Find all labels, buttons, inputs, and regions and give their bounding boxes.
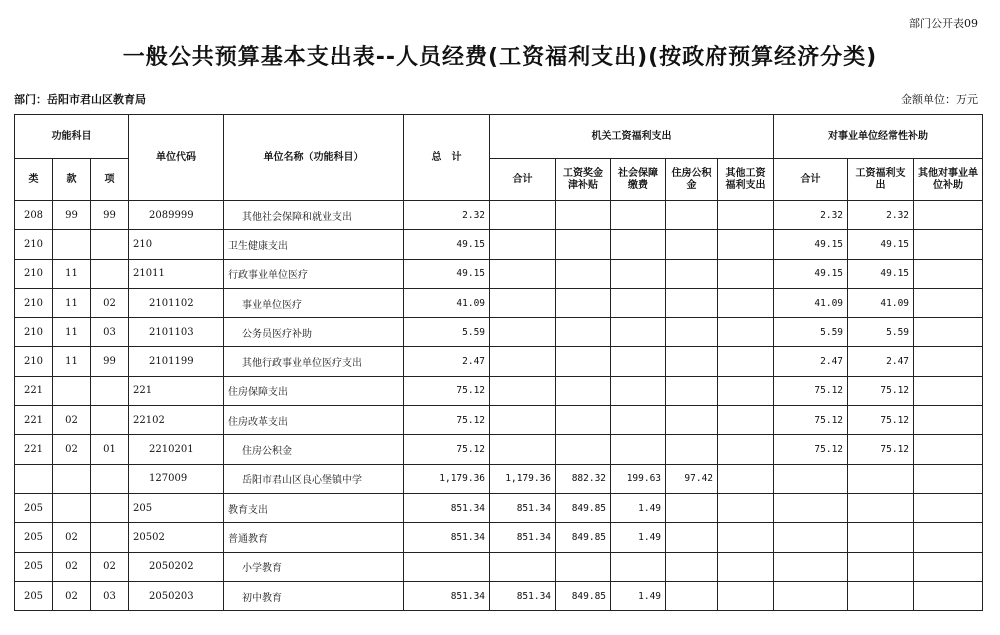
cell-org-housing bbox=[666, 406, 718, 435]
cell-lei: 221 bbox=[15, 376, 53, 405]
cell-org-salary bbox=[556, 435, 611, 464]
cell-lei: 221 bbox=[15, 435, 53, 464]
table-row bbox=[15, 464, 983, 493]
cell-sub-other bbox=[914, 259, 983, 288]
cell-sub-other bbox=[914, 464, 983, 493]
cell-org-housing bbox=[666, 347, 718, 376]
cell-kuan: 02 bbox=[53, 523, 91, 552]
cell-lei: 210 bbox=[15, 347, 53, 376]
table-row bbox=[15, 201, 983, 230]
table-row bbox=[15, 493, 983, 522]
cell-total: 41.09 bbox=[404, 288, 490, 317]
header-org-housing: 住房公积金 bbox=[666, 159, 718, 201]
cell-lei: 210 bbox=[15, 230, 53, 259]
cell-org-other bbox=[718, 406, 774, 435]
cell-org-other bbox=[718, 376, 774, 405]
cell-unit-name: 行政事业单位医疗 bbox=[224, 259, 404, 288]
cell-total: 75.12 bbox=[404, 435, 490, 464]
cell-sub-other bbox=[914, 288, 983, 317]
cell-xiang: 01 bbox=[91, 435, 129, 464]
cell-sub-welfare: 49.15 bbox=[848, 259, 914, 288]
cell-sub-other bbox=[914, 347, 983, 376]
cell-total: 851.34 bbox=[404, 493, 490, 522]
cell-kuan: 11 bbox=[53, 347, 91, 376]
cell-org-other bbox=[718, 581, 774, 610]
cell-org-social bbox=[611, 435, 666, 464]
cell-unit-code: 2050202 bbox=[129, 552, 224, 581]
cell-kuan bbox=[53, 493, 91, 522]
cell-xiang: 03 bbox=[91, 318, 129, 347]
cell-unit-name: 住房保障支出 bbox=[224, 376, 404, 405]
cell-sub-welfare: 5.59 bbox=[848, 318, 914, 347]
cell-kuan: 02 bbox=[53, 406, 91, 435]
cell-org-housing bbox=[666, 259, 718, 288]
cell-sub-sum bbox=[774, 581, 848, 610]
cell-org-social bbox=[611, 552, 666, 581]
header-unit-name: 单位名称（功能科目） bbox=[224, 115, 404, 201]
cell-org-salary bbox=[556, 259, 611, 288]
cell-total: 75.12 bbox=[404, 406, 490, 435]
budget-table bbox=[14, 114, 983, 611]
header-lei: 类 bbox=[15, 159, 53, 201]
cell-sub-welfare bbox=[848, 523, 914, 552]
cell-org-sum bbox=[490, 435, 556, 464]
cell-org-salary bbox=[556, 552, 611, 581]
cell-org-salary bbox=[556, 230, 611, 259]
header-kuan: 款 bbox=[53, 159, 91, 201]
header-org-welfare: 机关工资福利支出 bbox=[490, 115, 774, 159]
cell-org-salary bbox=[556, 347, 611, 376]
cell-org-sum bbox=[490, 552, 556, 581]
cell-unit-code: 221 bbox=[129, 376, 224, 405]
cell-org-social: 1.49 bbox=[611, 523, 666, 552]
cell-lei: 205 bbox=[15, 523, 53, 552]
cell-total bbox=[404, 552, 490, 581]
cell-sub-welfare: 75.12 bbox=[848, 376, 914, 405]
cell-sub-sum bbox=[774, 552, 848, 581]
table-row bbox=[15, 581, 983, 610]
cell-org-housing bbox=[666, 318, 718, 347]
cell-org-housing bbox=[666, 435, 718, 464]
cell-xiang: 99 bbox=[91, 347, 129, 376]
cell-org-other bbox=[718, 493, 774, 522]
cell-sub-other bbox=[914, 230, 983, 259]
cell-org-sum: 851.34 bbox=[490, 493, 556, 522]
cell-org-housing bbox=[666, 523, 718, 552]
cell-unit-name: 其他行政事业单位医疗支出 bbox=[224, 347, 404, 376]
cell-sub-sum bbox=[774, 523, 848, 552]
header-unit-code: 单位代码 bbox=[129, 115, 224, 201]
cell-kuan bbox=[53, 376, 91, 405]
cell-org-salary bbox=[556, 376, 611, 405]
cell-total: 851.34 bbox=[404, 581, 490, 610]
amount-unit-label: 金额单位：万元 bbox=[901, 93, 978, 106]
cell-lei: 210 bbox=[15, 288, 53, 317]
cell-unit-code: 22102 bbox=[129, 406, 224, 435]
cell-org-sum bbox=[490, 201, 556, 230]
cell-sub-sum: 75.12 bbox=[774, 376, 848, 405]
cell-total: 851.34 bbox=[404, 523, 490, 552]
cell-org-sum: 851.34 bbox=[490, 581, 556, 610]
cell-org-social bbox=[611, 406, 666, 435]
cell-lei: 205 bbox=[15, 581, 53, 610]
cell-unit-name: 卫生健康支出 bbox=[224, 230, 404, 259]
cell-org-social: 1.49 bbox=[611, 493, 666, 522]
cell-org-sum bbox=[490, 347, 556, 376]
cell-unit-name: 教育支出 bbox=[224, 493, 404, 522]
cell-sub-welfare: 41.09 bbox=[848, 288, 914, 317]
header-org-salary: 工资奖金津补贴 bbox=[556, 159, 611, 201]
cell-xiang bbox=[91, 493, 129, 522]
cell-unit-code: 2050203 bbox=[129, 581, 224, 610]
table-number-note: 部门公开表09 bbox=[909, 17, 978, 30]
header-org-social: 社会保障缴费 bbox=[611, 159, 666, 201]
cell-xiang: 02 bbox=[91, 552, 129, 581]
cell-kuan: 02 bbox=[53, 552, 91, 581]
table-row bbox=[15, 347, 983, 376]
cell-org-salary bbox=[556, 406, 611, 435]
table-row bbox=[15, 552, 983, 581]
cell-org-housing bbox=[666, 376, 718, 405]
header-institution-subsidy: 对事业单位经常性补助 bbox=[774, 115, 983, 159]
cell-sub-sum: 2.47 bbox=[774, 347, 848, 376]
header-total: 总 计 bbox=[404, 115, 490, 201]
cell-org-other bbox=[718, 201, 774, 230]
cell-sub-other bbox=[914, 318, 983, 347]
cell-total: 49.15 bbox=[404, 259, 490, 288]
cell-sub-welfare bbox=[848, 581, 914, 610]
cell-org-social bbox=[611, 201, 666, 230]
cell-org-salary bbox=[556, 201, 611, 230]
cell-xiang bbox=[91, 376, 129, 405]
cell-total: 2.47 bbox=[404, 347, 490, 376]
cell-unit-code: 2101102 bbox=[129, 288, 224, 317]
cell-org-other bbox=[718, 318, 774, 347]
table-row bbox=[15, 376, 983, 405]
cell-org-other bbox=[718, 288, 774, 317]
cell-lei: 221 bbox=[15, 406, 53, 435]
cell-org-housing: 97.42 bbox=[666, 464, 718, 493]
cell-sub-sum bbox=[774, 493, 848, 522]
table-row bbox=[15, 230, 983, 259]
cell-unit-code: 21011 bbox=[129, 259, 224, 288]
cell-sub-sum: 75.12 bbox=[774, 435, 848, 464]
table-row bbox=[15, 259, 983, 288]
cell-org-social: 199.63 bbox=[611, 464, 666, 493]
cell-sub-welfare bbox=[848, 493, 914, 522]
cell-lei: 210 bbox=[15, 318, 53, 347]
cell-unit-code: 20502 bbox=[129, 523, 224, 552]
cell-sub-sum: 75.12 bbox=[774, 406, 848, 435]
header-func-subject: 功能科目 bbox=[15, 115, 129, 159]
cell-org-housing bbox=[666, 288, 718, 317]
cell-org-housing bbox=[666, 201, 718, 230]
page-title: 一般公共预算基本支出表--人员经费(工资福利支出)(按政府预算经济分类) bbox=[122, 45, 878, 70]
cell-org-salary: 882.32 bbox=[556, 464, 611, 493]
table-row bbox=[15, 435, 983, 464]
cell-sub-welfare: 75.12 bbox=[848, 406, 914, 435]
cell-sub-other bbox=[914, 406, 983, 435]
cell-org-housing bbox=[666, 230, 718, 259]
cell-unit-code: 210 bbox=[129, 230, 224, 259]
cell-sub-sum: 49.15 bbox=[774, 259, 848, 288]
cell-org-salary bbox=[556, 318, 611, 347]
cell-org-other bbox=[718, 347, 774, 376]
cell-total: 49.15 bbox=[404, 230, 490, 259]
cell-org-social bbox=[611, 288, 666, 317]
cell-unit-name: 小学教育 bbox=[224, 552, 404, 581]
table-row bbox=[15, 288, 983, 317]
cell-xiang bbox=[91, 230, 129, 259]
cell-lei: 205 bbox=[15, 552, 53, 581]
cell-unit-name: 住房公积金 bbox=[224, 435, 404, 464]
cell-org-social bbox=[611, 259, 666, 288]
cell-sub-welfare: 75.12 bbox=[848, 435, 914, 464]
cell-org-salary bbox=[556, 288, 611, 317]
cell-org-sum bbox=[490, 318, 556, 347]
cell-sub-other bbox=[914, 552, 983, 581]
cell-unit-name: 住房改革支出 bbox=[224, 406, 404, 435]
cell-org-other bbox=[718, 259, 774, 288]
cell-xiang bbox=[91, 523, 129, 552]
cell-unit-code: 2101103 bbox=[129, 318, 224, 347]
cell-lei: 208 bbox=[15, 201, 53, 230]
cell-kuan: 11 bbox=[53, 318, 91, 347]
cell-org-social: 1.49 bbox=[611, 581, 666, 610]
cell-xiang: 02 bbox=[91, 288, 129, 317]
cell-kuan bbox=[53, 230, 91, 259]
cell-org-salary: 849.85 bbox=[556, 523, 611, 552]
cell-sub-welfare bbox=[848, 552, 914, 581]
cell-org-sum: 851.34 bbox=[490, 523, 556, 552]
cell-unit-name: 其他社会保障和就业支出 bbox=[224, 201, 404, 230]
cell-unit-code: 205 bbox=[129, 493, 224, 522]
table-row bbox=[15, 523, 983, 552]
cell-sub-welfare bbox=[848, 464, 914, 493]
cell-org-other bbox=[718, 230, 774, 259]
header-sub-welfare: 工资福利支出 bbox=[848, 159, 914, 201]
cell-org-social bbox=[611, 230, 666, 259]
cell-total: 75.12 bbox=[404, 376, 490, 405]
cell-kuan: 99 bbox=[53, 201, 91, 230]
cell-org-sum: 1,179.36 bbox=[490, 464, 556, 493]
cell-org-other bbox=[718, 435, 774, 464]
cell-sub-welfare: 2.47 bbox=[848, 347, 914, 376]
cell-sub-welfare: 49.15 bbox=[848, 230, 914, 259]
cell-total: 2.32 bbox=[404, 201, 490, 230]
cell-org-salary: 849.85 bbox=[556, 493, 611, 522]
cell-xiang bbox=[91, 406, 129, 435]
cell-total: 1,179.36 bbox=[404, 464, 490, 493]
cell-org-sum bbox=[490, 376, 556, 405]
cell-sub-welfare: 2.32 bbox=[848, 201, 914, 230]
cell-lei bbox=[15, 464, 53, 493]
cell-org-social bbox=[611, 376, 666, 405]
cell-sub-other bbox=[914, 581, 983, 610]
header-sub-other: 其他对事业单位补助 bbox=[914, 159, 983, 201]
cell-sub-sum: 5.59 bbox=[774, 318, 848, 347]
cell-total: 5.59 bbox=[404, 318, 490, 347]
cell-org-salary: 849.85 bbox=[556, 581, 611, 610]
cell-sub-sum: 49.15 bbox=[774, 230, 848, 259]
cell-sub-other bbox=[914, 523, 983, 552]
cell-kuan: 02 bbox=[53, 581, 91, 610]
cell-unit-code: 127009 bbox=[129, 464, 224, 493]
cell-kuan: 11 bbox=[53, 288, 91, 317]
cell-sub-sum: 41.09 bbox=[774, 288, 848, 317]
cell-unit-name: 事业单位医疗 bbox=[224, 288, 404, 317]
cell-org-housing bbox=[666, 552, 718, 581]
cell-org-social bbox=[611, 318, 666, 347]
cell-unit-name: 岳阳市君山区良心堡镇中学 bbox=[224, 464, 404, 493]
cell-xiang: 99 bbox=[91, 201, 129, 230]
cell-org-other bbox=[718, 523, 774, 552]
table-body bbox=[15, 201, 983, 611]
cell-sub-sum bbox=[774, 464, 848, 493]
cell-kuan: 11 bbox=[53, 259, 91, 288]
cell-org-social bbox=[611, 347, 666, 376]
cell-kuan bbox=[53, 464, 91, 493]
header-org-other: 其他工资福利支出 bbox=[718, 159, 774, 201]
cell-unit-code: 2101199 bbox=[129, 347, 224, 376]
cell-xiang bbox=[91, 259, 129, 288]
cell-unit-name: 普通教育 bbox=[224, 523, 404, 552]
cell-org-other bbox=[718, 464, 774, 493]
cell-org-sum bbox=[490, 406, 556, 435]
cell-sub-other bbox=[914, 435, 983, 464]
cell-org-sum bbox=[490, 230, 556, 259]
cell-org-housing bbox=[666, 581, 718, 610]
header-xiang: 项 bbox=[91, 159, 129, 201]
table-row bbox=[15, 406, 983, 435]
cell-xiang bbox=[91, 464, 129, 493]
cell-unit-code: 2210201 bbox=[129, 435, 224, 464]
cell-org-sum bbox=[490, 288, 556, 317]
cell-org-other bbox=[718, 552, 774, 581]
cell-lei: 205 bbox=[15, 493, 53, 522]
header-org-sum: 合计 bbox=[490, 159, 556, 201]
cell-sub-other bbox=[914, 493, 983, 522]
cell-unit-name: 初中教育 bbox=[224, 581, 404, 610]
cell-sub-other bbox=[914, 376, 983, 405]
cell-org-housing bbox=[666, 493, 718, 522]
header-sub-sum: 合计 bbox=[774, 159, 848, 201]
cell-sub-other bbox=[914, 201, 983, 230]
cell-unit-name: 公务员医疗补助 bbox=[224, 318, 404, 347]
cell-xiang: 03 bbox=[91, 581, 129, 610]
cell-org-sum bbox=[490, 259, 556, 288]
table-row bbox=[15, 318, 983, 347]
cell-kuan: 02 bbox=[53, 435, 91, 464]
department-label: 部门：岳阳市君山区教育局 bbox=[14, 93, 146, 106]
cell-unit-code: 2089999 bbox=[129, 201, 224, 230]
cell-lei: 210 bbox=[15, 259, 53, 288]
cell-sub-sum: 2.32 bbox=[774, 201, 848, 230]
